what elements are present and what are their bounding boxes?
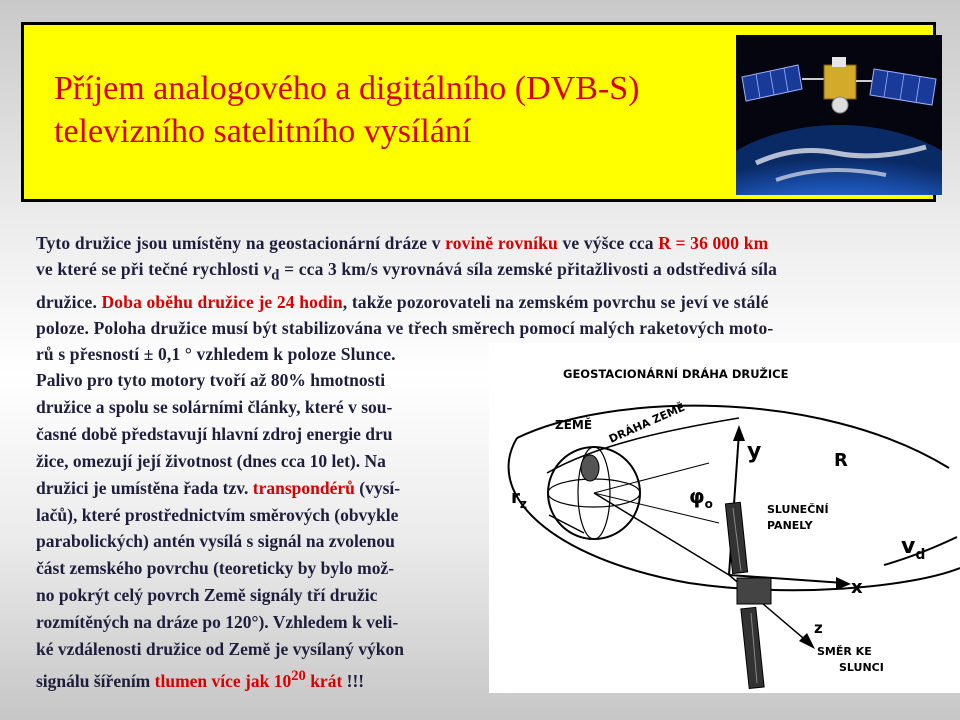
column-line: žice, omezují její životnost (dnes cca 10 let). Na (36, 450, 386, 471)
earth-orbit-label: DRÁHA ZEMĚ (606, 400, 687, 446)
column-line: parabolických) antén vysílá s signál na zvolenou (36, 531, 395, 552)
orbit-radius-label: R (834, 450, 848, 471)
x-axis-label: x (851, 577, 863, 598)
angle-phi-label: $\varphi_o$ (689, 484, 713, 511)
y-axis-label: y (747, 439, 762, 464)
column-line: rozmítěných na dráze po 120°). Vzhledem k veli- (36, 612, 399, 633)
orbit-radius-highlight: R = 36 000 km (658, 233, 769, 253)
attenuation-highlight: tlumen více jak $10^{20}$ krát (154, 667, 343, 691)
column-line: část zemského povrchu (teoreticky by bylo mož- (36, 558, 395, 579)
intro-line-5: rů s přesností ± 0,1 ° vzhledem k poloze Slunce. (36, 343, 396, 364)
fuel-paragraph (36, 367, 488, 695)
column-line: družice a spolu se solárními články, které v sou- (36, 396, 393, 417)
page-title: Příjem analogového a digitálního (DVB-S) televizního satelitního vysílání (54, 70, 640, 150)
intro-line-2: ve které se při tečné rychlosti $v_d$ = cca 3 km/s vyrovnává síla zemské přitažlivosti a odstředivá síla (36, 259, 778, 284)
column-line: lačů), které prostřednictvím směrových (obvykle (36, 504, 399, 525)
satellite-over-earth-image (736, 35, 942, 195)
solar-panels-label-2: PANELY (767, 519, 813, 532)
earth-radius-label: $r_z$ (511, 487, 527, 511)
satellite-body (725, 502, 771, 688)
column-line: signálu šířením tlumen více jak $10^{20}$ krát !!! (36, 667, 365, 691)
column-line: ké vzdálenosti družice od Země je vysílaný výkon (36, 639, 404, 660)
intro-line-3: družice. Doba oběhu družice je 24 hodin, takže pozorovateli na zemském povrchu se jeví ve stálé (36, 291, 769, 312)
orbit-period-highlight: Doba oběhu družice je 24 hodin (101, 291, 343, 312)
intro-line-4: poloze. Poloha družice musí být stabilizována ve třech směrech pomocí malých raketových moto- (36, 317, 774, 338)
orbit-path (517, 406, 949, 468)
sun-direction-label-2: SLUNCI (839, 661, 884, 674)
column-line: Palivo pro tyto motory tvoří až 80% hmotnosti (36, 370, 386, 390)
z-axis-label: z (814, 619, 823, 637)
equator-plane-highlight: rovině rovníku (445, 233, 558, 253)
earth-label: ZEMĚ (555, 418, 593, 432)
column-line: časné době představují hlavní zdroj energie dru (36, 423, 393, 444)
title-banner (21, 22, 936, 202)
orbit-label: GEOSTACIONÁRNÍ DRÁHA DRUŽICE (563, 367, 789, 381)
geostationary-orbit-diagram (489, 343, 960, 693)
column-line: družici je umístěna řada tzv. transpondérů (vysí- (36, 477, 401, 498)
velocity-label: $v_d$ (901, 534, 926, 563)
column-line: no pokrýt celý povrch Země signály tří družic (36, 585, 378, 606)
intro-line-1: Tyto družice jsou umístěny na geostacionární dráze v rovině rovníku ve výšce cca R = 36 000 km (36, 233, 769, 253)
solar-panels-label-1: SLUNEČNÍ (767, 503, 829, 516)
transponders-highlight: transpondérů (252, 477, 355, 498)
sun-direction-label-1: SMĚR KE (817, 645, 872, 658)
